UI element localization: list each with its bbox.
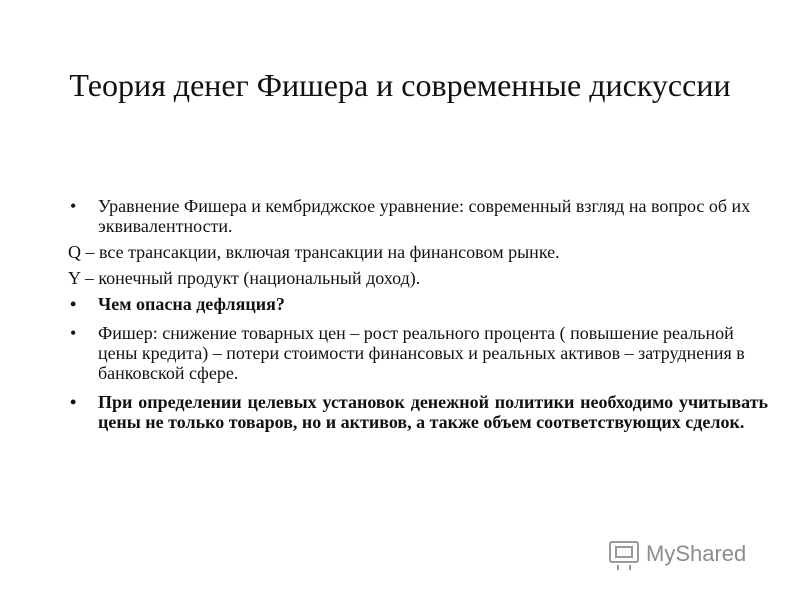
- bullet-item-2: [68, 294, 768, 314]
- bullet-item-1: [68, 196, 768, 236]
- slide-content: [68, 196, 768, 432]
- bullet-marker: •: [70, 294, 77, 314]
- bullet-marker: •: [70, 392, 77, 412]
- definition-y-text: Y – конечный продукт (национальный доход).: [68, 268, 421, 288]
- definition-q: [68, 242, 768, 262]
- myshared-brand-text: MyShared: [646, 541, 747, 566]
- bullet-item-4: [68, 392, 768, 432]
- bullet-item-3: [68, 323, 768, 383]
- bullet-marker: •: [70, 196, 77, 216]
- myshared-watermark: [606, 534, 766, 574]
- bullet-text: При определении целевых установок денежной политики необходимо учитывать цены не только товаров, но и активов, а также объем соответствующих сделок.: [98, 392, 768, 432]
- myshared-logo-icon: [606, 534, 766, 574]
- slide-title: Теория денег Фишера и современные дискуссии: [69, 67, 731, 103]
- definition-y: [68, 268, 768, 288]
- definition-q-text: Q – все трансакции, включая трансакции на финансовом рынке.: [68, 242, 560, 262]
- bullet-text: Фишер: снижение товарных цен – рост реального процента ( повышение реальной цены кредита) – потери стоимости финансовых и реальных активов – затруднения в банковской сфере.: [98, 323, 745, 383]
- bullet-text: Чем опасна дефляция?: [98, 294, 285, 314]
- bullet-text: Уравнение Фишера и кембриджское уравнение: современный взгляд на вопрос об их эквивалентности.: [98, 196, 751, 236]
- bullet-marker: •: [70, 323, 77, 343]
